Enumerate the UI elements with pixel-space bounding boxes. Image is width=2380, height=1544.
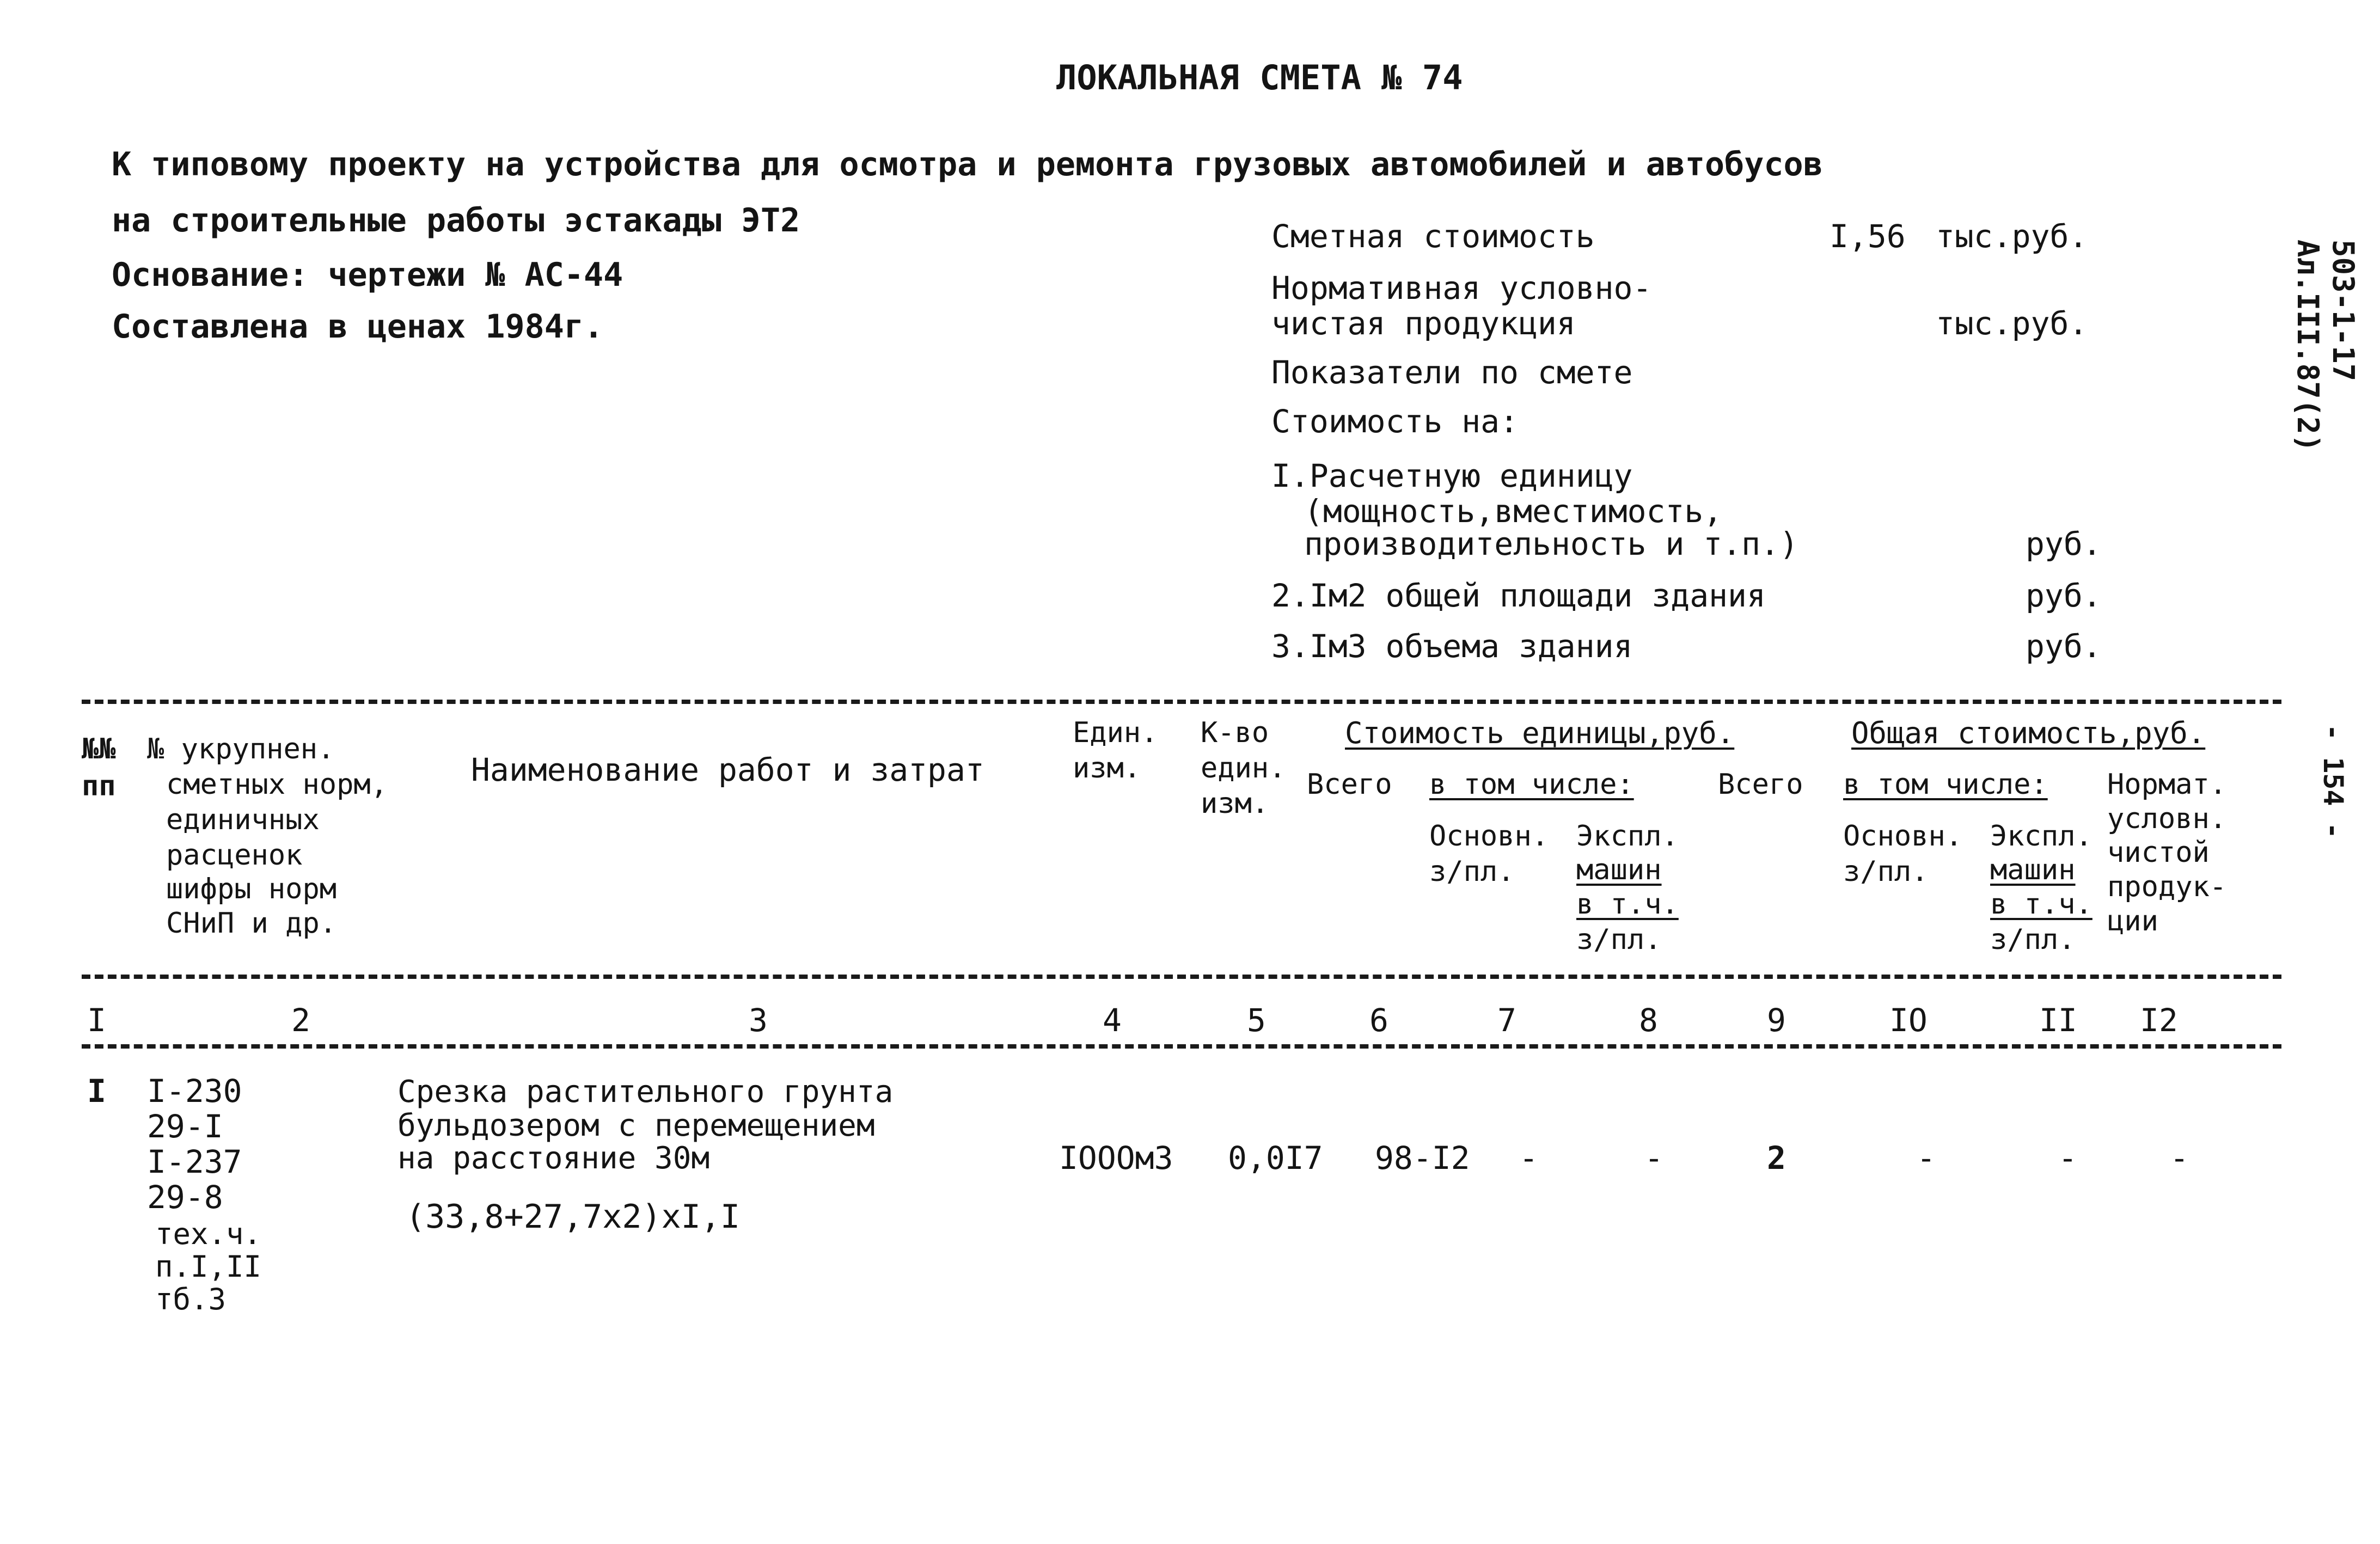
row-code-6: п.I,II <box>155 1249 262 1284</box>
row-name-line-3: на расстояние 30м <box>397 1141 710 1176</box>
total-expl-wage-header: з/пл. <box>1990 923 2076 956</box>
col5-header-line-3: изм. <box>1201 787 1269 820</box>
cost-value: I,56 <box>1830 218 1906 255</box>
row-quantity: 0,0I7 <box>1228 1139 1323 1177</box>
row-unit-expl: - <box>1644 1139 1663 1177</box>
col2-header-line-3: единичных <box>166 804 320 836</box>
indicator-item-3: 3.Iм3 объема здания <box>1271 628 1633 665</box>
column-number-rule <box>82 1044 2281 1049</box>
row-number: I <box>87 1073 106 1110</box>
page-number: - 154 - <box>2317 724 2349 839</box>
column-number-7: 7 <box>1497 1002 1516 1039</box>
norm-header-line-4: продук- <box>2107 871 2227 903</box>
row-code-3: I-237 <box>147 1143 242 1180</box>
row-name-line-2: бульдозером с перемещением <box>397 1108 875 1143</box>
total-incl-short-header: в т.ч. <box>1990 888 2093 921</box>
unit-machines-header: машин <box>1576 854 1662 886</box>
intro-line-3: Основание: чертежи № АС-44 <box>112 256 623 294</box>
col4-header-line-1: Един. <box>1073 716 1158 749</box>
col5-header-line-1: К-во <box>1201 716 1269 749</box>
norm-label-2: чистая продукция <box>1271 305 1576 342</box>
column-number-3: 3 <box>749 1002 768 1039</box>
column-number-1: I <box>87 1002 106 1039</box>
total-incl-header: в том числе: <box>1843 768 2048 801</box>
column-number-6: 6 <box>1369 1002 1388 1039</box>
unit-expl-header: Экспл. <box>1576 820 1679 853</box>
total-expl-header: Экспл. <box>1990 820 2093 853</box>
side-stamp-album: Ал.III.87(2) <box>2291 240 2325 452</box>
col2-header-line-6: СНиП и др. <box>166 907 337 940</box>
row-code-7: тб.3 <box>155 1282 227 1316</box>
row-name-line-1: Срезка растительного грунта <box>397 1074 894 1110</box>
indicator-item-2-unit: руб. <box>2026 577 2102 614</box>
norm-unit: тыс.руб. <box>1936 305 2088 342</box>
column-number-11: II <box>2039 1002 2077 1039</box>
col1-header-line-2: пп <box>82 770 116 802</box>
intro-line-1: К типовому проекту на устройства для осмотра и ремонта грузовых автомобилей и автобусов <box>112 145 1823 183</box>
column-number-2: 2 <box>291 1002 310 1039</box>
col3-header: Наименование работ и затрат <box>471 751 984 788</box>
total-basic-header: Основн. <box>1843 820 1963 853</box>
col1-header-line-1: №№ <box>82 733 116 765</box>
col4-header-line-2: изм. <box>1073 752 1141 785</box>
indicator-item-2: 2.Iм2 общей площади здания <box>1271 577 1766 614</box>
row-total-expl: - <box>2058 1139 2077 1177</box>
indicator-item-1-line-1: I.Расчетную единицу <box>1271 457 1633 494</box>
column-number-4: 4 <box>1103 1002 1122 1039</box>
total-total-header: Всего <box>1718 768 1803 801</box>
cost-label: Сметная стоимость <box>1271 218 1595 255</box>
header-top-rule <box>82 700 2281 704</box>
header-bottom-rule <box>82 975 2281 979</box>
indicator-item-1-line-2: (мощность,вместимость, <box>1304 493 1723 530</box>
row-total: 2 <box>1767 1139 1786 1177</box>
col2-header-line-2: сметных норм, <box>166 768 388 801</box>
total-machines-header: машин <box>1990 854 2076 886</box>
column-number-12: I2 <box>2140 1002 2178 1039</box>
row-code-2: 29-I <box>147 1108 223 1145</box>
unit-basic-header: Основн. <box>1429 820 1549 853</box>
col5-header-line-2: един. <box>1201 752 1286 785</box>
row-total-basic: - <box>1917 1139 1936 1177</box>
norm-label-1: Нормативная условно- <box>1271 269 1652 307</box>
indicators-label: Показатели по смете <box>1271 354 1633 391</box>
row-formula: (33,8+27,7х2)хI,I <box>406 1198 741 1236</box>
row-code-4: 29-8 <box>147 1179 223 1216</box>
intro-line-4: Составлена в ценах 1984г. <box>112 308 604 346</box>
norm-header-line-5: ции <box>2107 905 2158 938</box>
row-code-5: тех.ч. <box>155 1217 262 1251</box>
row-code-1: I-230 <box>147 1073 242 1110</box>
cost-on-label: Стоимость на: <box>1271 403 1519 440</box>
row-norm: - <box>2170 1139 2189 1177</box>
column-number-8: 8 <box>1639 1002 1658 1039</box>
col2-header-line-4: расценок <box>166 839 303 872</box>
intro-line-2: на строительные работы эстакады ЭТ2 <box>112 201 800 240</box>
unit-incl-header: в том числе: <box>1429 768 1634 801</box>
column-number-10: IO <box>1889 1002 1928 1039</box>
indicator-item-1-unit: руб. <box>2026 525 2102 562</box>
document-title: ЛОКАЛЬНАЯ СМЕТА № 74 <box>1056 58 1463 97</box>
indicator-item-3-unit: руб. <box>2026 628 2102 665</box>
unit-basic-wage-header: з/пл. <box>1429 855 1515 888</box>
unit-total-header: Всего <box>1307 768 1392 801</box>
total-cost-group-header: Общая стоимость,руб. <box>1851 716 2206 750</box>
column-number-9: 9 <box>1767 1002 1786 1039</box>
unit-incl-short-header: в т.ч. <box>1576 888 1679 921</box>
unit-expl-wage-header: з/пл. <box>1576 923 1662 956</box>
col2-header-line-1: № укрупнен. <box>147 733 335 765</box>
norm-header-line-1: Нормат. <box>2107 768 2227 801</box>
row-unit: IOOOм3 <box>1059 1139 1173 1177</box>
norm-header-line-3: чистой <box>2107 836 2210 869</box>
row-unit-total: 98-I2 <box>1375 1139 1470 1177</box>
col2-header-line-5: шифры норм <box>166 873 337 905</box>
row-unit-basic: - <box>1519 1139 1538 1177</box>
cost-unit: тыс.руб. <box>1936 218 2088 255</box>
side-stamp-code: 503-1-17 <box>2326 240 2360 382</box>
total-basic-wage-header: з/пл. <box>1843 855 1929 888</box>
unit-cost-group-header: Стоимость единицы,руб. <box>1345 716 1735 750</box>
column-number-5: 5 <box>1247 1002 1266 1039</box>
indicator-item-1-line-3: производительность и т.п.) <box>1304 525 1798 562</box>
norm-header-line-2: условн. <box>2107 802 2227 835</box>
